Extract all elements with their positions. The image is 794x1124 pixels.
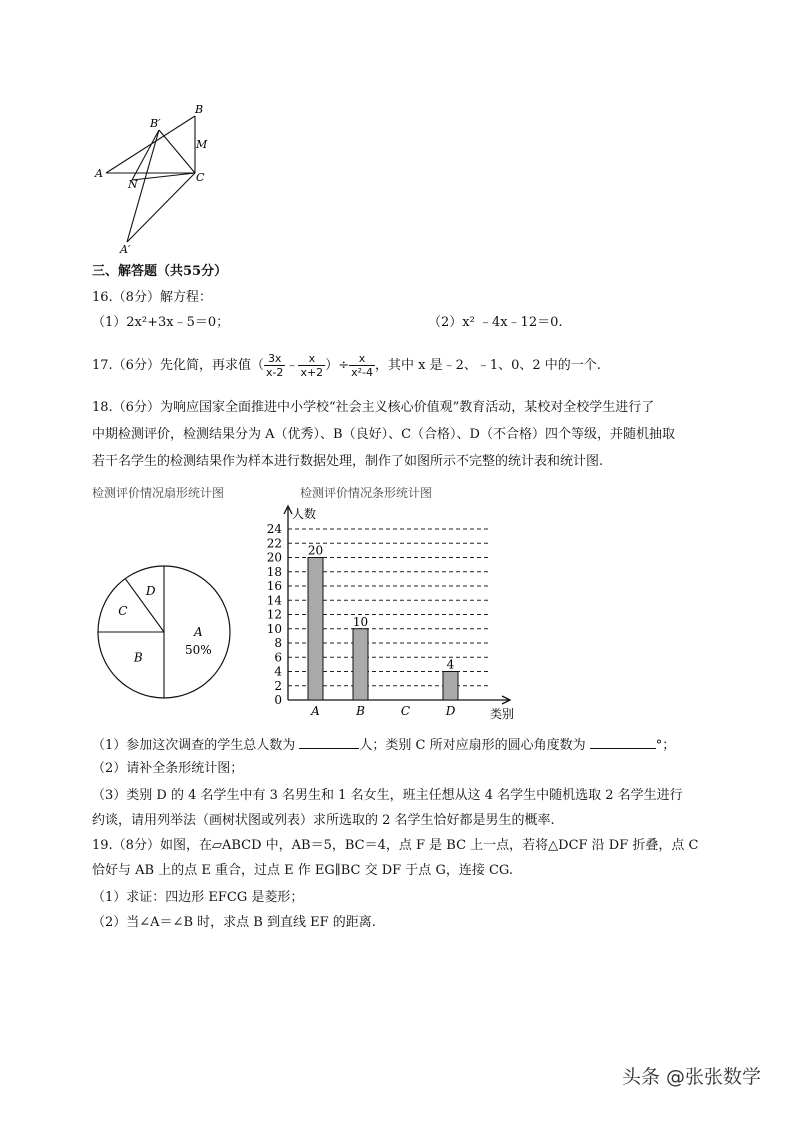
bar-category-label-b: B bbox=[356, 704, 365, 718]
bar-ytick-label: 16 bbox=[266, 579, 282, 593]
q18-line3: 若干名学生的检测结果作为样本进行数据处理，制作了如图所示不完整的统计表和统计图. bbox=[92, 454, 604, 469]
pie-label-b: B bbox=[133, 650, 143, 665]
bar-y-axis-label: 人数 bbox=[292, 507, 317, 521]
point-label-n: N bbox=[128, 178, 138, 191]
bar-data-label-a: 20 bbox=[307, 543, 324, 558]
pie-boundary-d bbox=[125, 579, 164, 632]
q18-sub2: （2）请补全条形统计图； bbox=[92, 761, 244, 776]
q19-line2: 恰好与 AB 上的点 E 重合，过点 E 作 EG∥BC 交 DF 于点 G，连接 CG. bbox=[92, 863, 513, 878]
bar-ytick-label: 4 bbox=[274, 664, 282, 679]
q17-line bbox=[92, 352, 601, 379]
q17-div: ）÷ bbox=[325, 358, 350, 373]
bar-b bbox=[353, 629, 368, 700]
q18-sub3-line2: 约谈，请用列举法（画树状图或列表）求所选取的 2 名学生恰好都是男生的概率. bbox=[92, 813, 555, 828]
bar-ytick-label: 24 bbox=[266, 522, 282, 536]
point-label-c: C bbox=[196, 171, 205, 184]
bar-data-label-b: 10 bbox=[352, 614, 369, 629]
bar-ytick-label: 20 bbox=[266, 550, 282, 565]
bar-ytick-label: 0 bbox=[274, 693, 282, 707]
q16-prefix: 16.（8分）解方程： bbox=[92, 290, 212, 305]
pie-chart-title: 检测评价情况扇形统计图 bbox=[92, 486, 225, 500]
q19-line1: 19.（8分）如图，在▱ABCD 中，AB＝5，BC＝4，点 F 是 BC 上一点，若将△DCF 沿 DF 折叠，点 C bbox=[92, 838, 699, 853]
q17-fraction-1 bbox=[264, 352, 285, 379]
watermark: 头条 @张张数学 bbox=[622, 1066, 762, 1088]
q17-f3-den: x²-4 bbox=[351, 366, 373, 379]
bar-ytick-label: 22 bbox=[266, 536, 282, 551]
bar-ytick-label: 12 bbox=[266, 607, 282, 622]
q19-part2: （2）当∠A＝∠B 时，求点 B 到直线 EF 的距离. bbox=[92, 915, 376, 930]
q17-f2-num: x bbox=[298, 352, 325, 366]
q17-f1-num: 3x bbox=[264, 352, 285, 366]
q17-suffix: ，其中 x 是﹣2、﹣1、0、2 中的一个. bbox=[374, 358, 601, 373]
answer-blank-angle bbox=[590, 734, 656, 749]
pie-chart bbox=[94, 562, 234, 702]
q17-f3-num: x bbox=[349, 352, 375, 366]
bar-ytick-label: 18 bbox=[266, 564, 282, 579]
bar-ytick-label: 8 bbox=[274, 636, 282, 650]
bar-category-label-d: D bbox=[445, 704, 456, 718]
section-title: 三、解答题（共55分） bbox=[92, 264, 228, 279]
q18-sub1-b: 人；类别 C 所对应扇形的圆心角度数为 bbox=[359, 738, 586, 753]
bar-ytick-label: 14 bbox=[266, 593, 282, 608]
pie-label-d: D bbox=[145, 584, 156, 599]
bar-data-label-d: 4 bbox=[446, 657, 455, 672]
pie-label-a: A bbox=[193, 625, 203, 639]
point-label-a-prime: A′ bbox=[120, 243, 131, 256]
point-label-a: A bbox=[95, 167, 103, 180]
q17-prefix: 17.（6分）先化简，再求值（ bbox=[92, 358, 264, 373]
bar-x-axis-label: 类别 bbox=[490, 707, 515, 721]
q18-sub1-c: °； bbox=[655, 738, 676, 753]
q17-f1-den: x-2 bbox=[265, 366, 284, 379]
pie-label-c: C bbox=[118, 604, 128, 619]
bar-category-label-a: A bbox=[311, 704, 320, 718]
q17-fraction-3 bbox=[349, 352, 375, 379]
q18-sub1 bbox=[92, 734, 675, 756]
bar-d bbox=[443, 672, 458, 701]
q18-line2: 中期检测评价，检测结果分为 A（优秀）、B（良好）、C（合格）、D（不合格）四个等级，并随机抽取 bbox=[92, 427, 675, 442]
bar-category-label-c: C bbox=[400, 704, 411, 718]
bar-ytick-label: 2 bbox=[274, 678, 282, 693]
bar-chart-title: 检测评价情况条形统计图 bbox=[300, 486, 433, 500]
answer-blank-total bbox=[299, 734, 359, 749]
point-label-b: B bbox=[195, 103, 204, 116]
q17-minus: ﹣ bbox=[285, 358, 299, 373]
point-label-m: M bbox=[196, 138, 208, 151]
bar-chart bbox=[250, 500, 530, 722]
bar-ytick-label: 10 bbox=[266, 621, 282, 636]
q18-sub1-a: （1）参加这次调查的学生总人数为 bbox=[92, 738, 296, 753]
q16-part1: （1）2x²+3x﹣5＝0； bbox=[92, 315, 230, 330]
point-label-b-prime: B′ bbox=[150, 117, 161, 130]
geometry-figure bbox=[92, 100, 222, 260]
bar-ytick-label: 6 bbox=[274, 650, 282, 665]
bar-a bbox=[308, 558, 323, 701]
q16-part2: （2）x² ﹣4x﹣12＝0. bbox=[428, 315, 563, 330]
q19-part1: （1）求证：四边形 EFCG 是菱形； bbox=[92, 890, 304, 905]
q17-fraction-2 bbox=[298, 352, 325, 379]
q18-line1: 18.（6分）为响应国家全面推进中小学校“社会主义核心价值观”教育活动，某校对全校学生进行了 bbox=[92, 400, 655, 415]
q18-sub3-line1: （3）类别 D 的 4 名学生中有 3 名男生和 1 名女生，班主任想从这 4 名学生中随机选取 2 名学生进行 bbox=[92, 788, 683, 803]
q17-f2-den: x+2 bbox=[300, 366, 324, 379]
pie-percent-a: 50% bbox=[184, 643, 212, 657]
